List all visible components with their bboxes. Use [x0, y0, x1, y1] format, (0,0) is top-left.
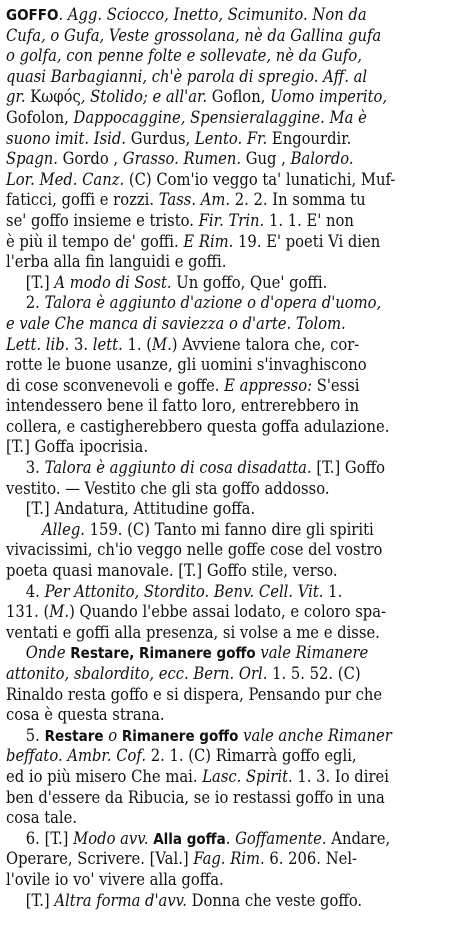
- text-line: [6, 129, 470, 150]
- text-segment: Agg. Sciocco, Inetto, Scimunito. Non da: [67, 5, 367, 24]
- text-segment: quasi Barbagianni, ch'è parola di spregio. Aff. al: [6, 66, 368, 86]
- text-segment: E appresso:: [224, 375, 317, 395]
- dictionary-entry: [6, 5, 470, 911]
- text-line: [6, 211, 470, 232]
- text-segment: Alla goffa: [153, 829, 226, 848]
- text-segment: 5.: [25, 725, 45, 745]
- text-segment: vivacissimi, ch'io veggo nelle goffe cose del vostro: [6, 540, 383, 560]
- text-segment: vale anche Rimaner: [243, 725, 392, 745]
- text-segment: Talora è aggiunto di cosa disadatta.: [44, 458, 317, 478]
- text-line: [6, 849, 470, 870]
- text-segment: Lor. Med. Canz.: [6, 169, 129, 189]
- text-segment: 2. 2. In somma tu: [234, 190, 366, 210]
- text-segment: lett.: [92, 334, 128, 354]
- text-segment: Gug ,: [245, 149, 291, 169]
- text-line: [6, 499, 470, 520]
- text-segment: Uomo imperito,: [270, 87, 388, 107]
- text-line: [6, 149, 470, 170]
- text-line: [6, 273, 470, 294]
- text-segment: se' goffo insieme e tristo.: [6, 210, 199, 230]
- text-line: [6, 685, 470, 706]
- text-segment: gr.: [6, 87, 31, 107]
- text-segment: Gofolon,: [6, 107, 74, 127]
- text-line: [6, 46, 470, 67]
- text-segment: rotte le buone usanze, gli uomini s'invaghiscono: [6, 355, 367, 375]
- text-line: [6, 232, 470, 253]
- text-segment: 1. (: [127, 334, 153, 354]
- text-line: [6, 726, 470, 747]
- text-segment: .: [58, 5, 68, 24]
- text-segment: S'essi: [316, 375, 360, 395]
- text-segment: ventati e goffi alla presenza, si volse a me e disse.: [6, 622, 380, 642]
- text-line: [6, 355, 470, 376]
- text-segment: Modo avv.: [73, 828, 154, 848]
- text-line: [6, 788, 470, 809]
- text-segment: 159. (C) Tanto mi fanno dire gli spiriti: [89, 519, 374, 539]
- text-segment: 1. 3. Io direi: [297, 766, 389, 786]
- text-segment: Per Attonito, Stordito. Benv. Cell. Vit.: [44, 581, 329, 601]
- text-segment: vestito. — Vestito che gli sta goffo addosso.: [6, 478, 330, 498]
- text-line: [6, 520, 470, 541]
- text-line: [6, 664, 470, 685]
- text-segment: poeta quasi manovale. [T.] Goffo stile, verso.: [6, 561, 338, 581]
- text-segment: Fir. Trin.: [198, 210, 269, 230]
- text-segment: l'ovile io vo' vivere alla goffa.: [6, 869, 224, 889]
- text-segment: di cose sconvenevoli e goffe.: [6, 375, 225, 395]
- text-segment: A modo di Sost.: [54, 272, 177, 292]
- text-segment: Gordo ,: [62, 149, 123, 169]
- text-segment: 6. [T.]: [25, 828, 74, 848]
- text-segment: 131. (: [6, 602, 50, 622]
- text-segment: Talora è aggiunto d'azione o d'opera d'uomo,: [44, 293, 382, 313]
- text-line: [6, 891, 470, 912]
- text-line: [6, 67, 470, 88]
- text-segment: cosa tale.: [6, 808, 78, 828]
- text-segment: Goflon,: [211, 87, 271, 107]
- text-segment: 6. 206. Nel-: [269, 849, 358, 869]
- text-segment: [T.]: [25, 890, 55, 910]
- text-segment: ed io più misero Che mai.: [6, 766, 203, 786]
- text-segment: Κωφός: [30, 87, 81, 107]
- text-segment: collera, e castigherebbero questa goffa adulazione.: [6, 416, 390, 436]
- text-segment: Cufa, o Gufa, Veste grossolana, nè da Gallina gufa: [6, 25, 382, 45]
- text-line: [6, 602, 470, 623]
- text-segment: Fag. Rim.: [193, 849, 270, 869]
- text-line: [6, 540, 470, 561]
- text-segment: Operare, Scrivere. [Val.]: [6, 849, 194, 869]
- text-line: [6, 623, 470, 644]
- text-segment: M.: [152, 334, 172, 354]
- text-line: [6, 870, 470, 891]
- text-segment: Rinaldo resta goffo e si dispera, Pensando pur che: [6, 684, 383, 704]
- text-segment: o golfa, con penne folte e sollevate, nè da Gufo,: [6, 46, 362, 66]
- text-line: [6, 746, 470, 767]
- text-line: [6, 829, 470, 850]
- text-segment: [T.]: [25, 272, 55, 292]
- text-line: [6, 458, 470, 479]
- text-segment: suono imit. Isid.: [6, 128, 131, 148]
- text-segment: 3.: [25, 458, 45, 478]
- text-segment: Grasso. Rumen.: [122, 149, 246, 169]
- text-segment: Spagn.: [6, 149, 63, 169]
- text-line: [6, 705, 470, 726]
- text-segment: Altra forma d'avv.: [54, 890, 192, 910]
- text-line: [6, 376, 470, 397]
- text-segment: Donna che veste goffo.: [191, 890, 363, 910]
- text-segment: , Stolido; e all'ar.: [80, 87, 212, 107]
- text-line: [6, 335, 470, 356]
- text-segment: [T.] Goffo: [316, 458, 385, 478]
- text-line: [6, 190, 470, 211]
- text-segment: .: [225, 828, 236, 848]
- text-line: [6, 87, 470, 108]
- text-segment: Gurdus,: [130, 128, 195, 148]
- text-segment: Goffamente.: [235, 828, 332, 848]
- text-segment: 19. E' poeti Vi dien: [238, 231, 381, 251]
- text-segment: Rimanere goffo: [121, 726, 244, 745]
- text-line: [6, 582, 470, 603]
- text-segment: GOFFO: [6, 6, 59, 24]
- text-segment: Alleg.: [42, 519, 90, 539]
- text-segment: Un goffo, Que' goffi.: [176, 272, 328, 292]
- text-line: [6, 5, 470, 26]
- text-segment: Lasc. Spirit.: [202, 766, 298, 786]
- text-line: [6, 252, 470, 273]
- text-segment: attonito, sbalordito, ecc. Bern. Orl.: [6, 664, 273, 683]
- text-segment: e vale Che manca di saviezza o d'arte. Tolom.: [6, 313, 346, 333]
- text-line: [6, 643, 470, 664]
- text-segment: E Rim.: [183, 231, 239, 251]
- text-segment: è più il tempo de' goffi.: [6, 231, 184, 251]
- text-segment: Onde: [25, 643, 71, 663]
- text-line: [6, 437, 470, 458]
- text-line: [6, 767, 470, 788]
- text-segment: Dappocaggine, Spensieralaggine. Ma è: [73, 107, 367, 127]
- text-segment: ben d'essere da Ribucia, se io restassi goffo in una: [6, 787, 385, 807]
- text-segment: beffato. Ambr. Cof.: [6, 746, 151, 766]
- text-line: [6, 479, 470, 500]
- text-segment: 2. 1. (C) Rimarrà goffo egli,: [150, 746, 357, 766]
- text-line: [6, 170, 470, 191]
- text-segment: 2.: [25, 293, 45, 313]
- text-segment: Andare,: [331, 828, 391, 848]
- text-segment: Tass. Am.: [158, 190, 235, 210]
- text-segment: Lento. Fr.: [194, 128, 272, 148]
- text-segment: intendessero bene il fatto loro, entrerebbero in: [6, 396, 360, 416]
- text-segment: 1. 1. E' non: [268, 210, 354, 230]
- text-line: [6, 561, 470, 582]
- text-segment: faticci, goffi e rozzi.: [6, 190, 159, 210]
- text-line: [6, 108, 470, 129]
- text-line: [6, 293, 470, 314]
- text-segment: 3.: [74, 334, 93, 354]
- text-segment: M.: [49, 602, 70, 622]
- text-segment: Restare, Rimanere goffo: [70, 644, 261, 663]
- text-segment: ) Avviene talora che, cor-: [171, 334, 360, 354]
- text-segment: 1. 5. 52. (C): [272, 664, 361, 683]
- text-segment: 1.: [328, 581, 343, 601]
- text-segment: vale Rimanere: [260, 643, 369, 663]
- text-line: [6, 26, 470, 47]
- text-segment: Restare: [44, 726, 109, 745]
- text-segment: 4.: [25, 581, 45, 601]
- text-line: [6, 396, 470, 417]
- text-segment: [T.] Andatura, Attitudine goffa.: [25, 499, 256, 519]
- text-segment: [T.] Goffa ipocrisia.: [6, 437, 149, 457]
- text-segment: l'erba alla fin languidi e goffi.: [6, 252, 227, 272]
- text-segment: Lett. lib.: [6, 334, 75, 354]
- text-segment: o: [108, 725, 122, 745]
- text-segment: cosa è questa strana.: [6, 705, 165, 725]
- text-segment: ) Quando l'ebbe assai lodato, e coloro spa-: [69, 602, 386, 622]
- text-line: [6, 417, 470, 438]
- text-segment: Balordo.: [290, 149, 354, 169]
- text-segment: Engourdir.: [271, 128, 352, 148]
- text-segment: (C) Com'io veggo ta' lunatichi, Muf-: [128, 169, 396, 189]
- text-line: [6, 314, 470, 335]
- text-line: [6, 808, 470, 829]
